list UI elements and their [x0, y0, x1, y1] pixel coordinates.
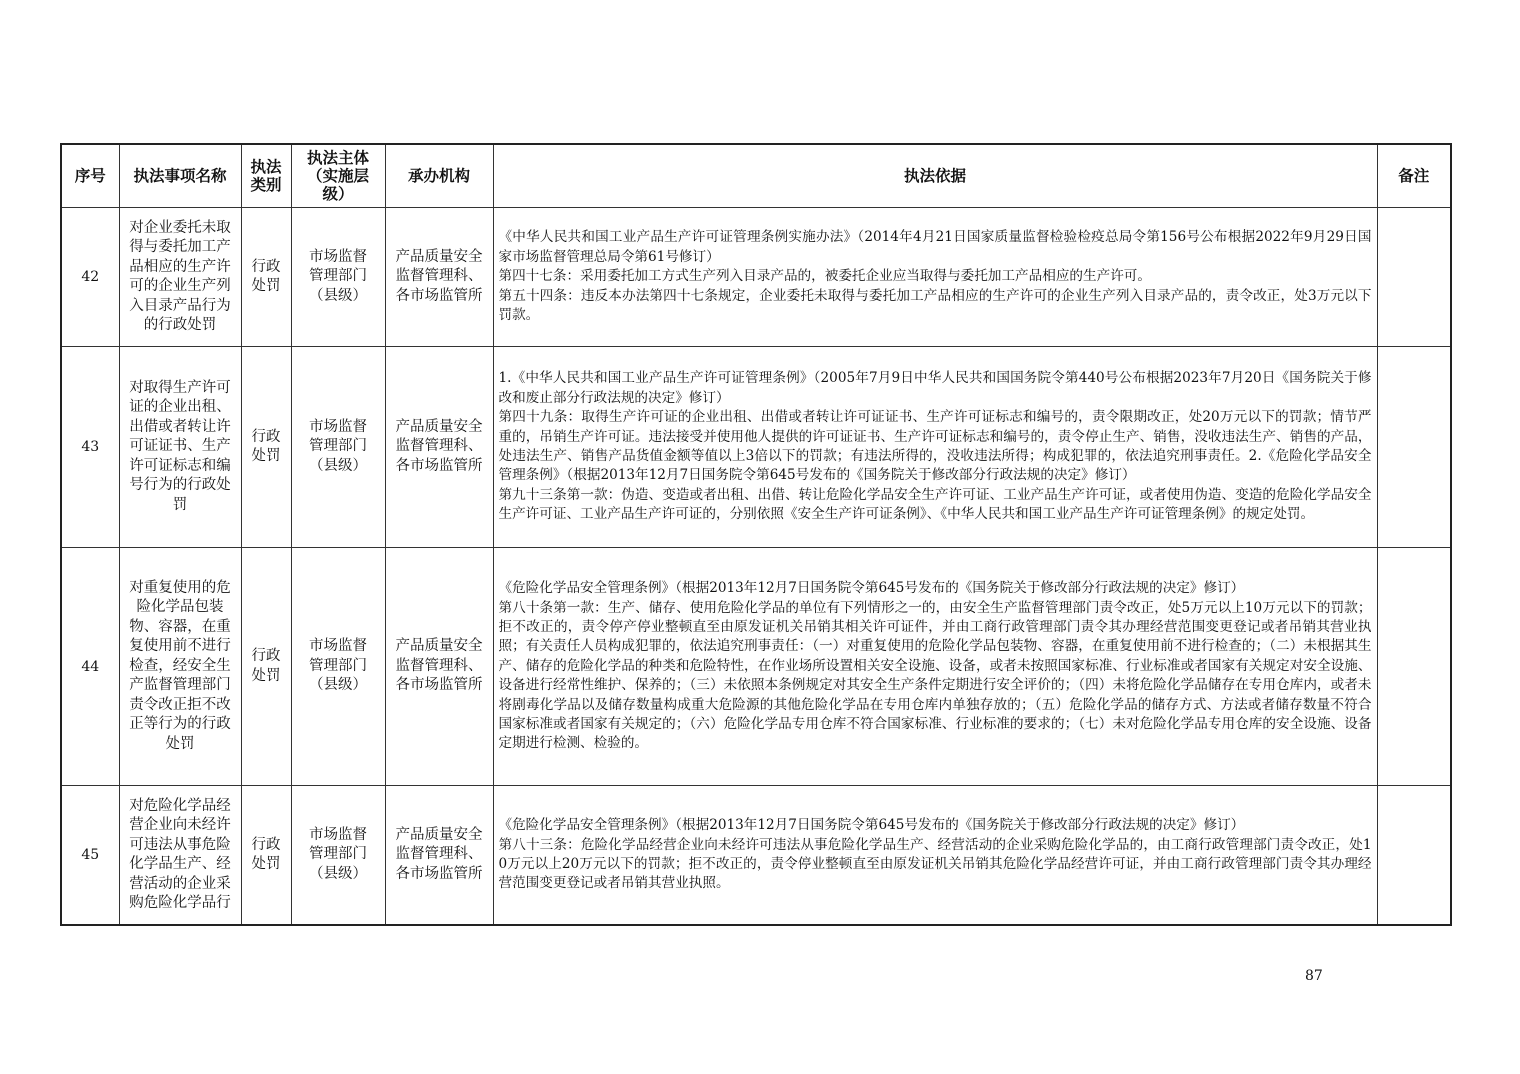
row-subject: 市场监督管理部门（县级） [291, 347, 385, 548]
row-basis [493, 548, 1377, 786]
page-number: 87 [1305, 968, 1323, 984]
header-remark: 备注 [1377, 144, 1451, 208]
basis-paragraph: 第四十九条：取得生产许可证的企业出租、出借或者转让许可证证书、生产许可证标志和编号的，责令限期改正，处20万元以下的罚款；情节严重的，吊销生产许可证。违法接受并使用他人提供的许可证证书、生产许可证标志和编号的，责令停止生产、销售，没收违法生产、销售的产品，处违法生产、销售产品货值金额等值以上3倍以下的罚款；有违法所得的，没收违法所得；构成犯罪的，依法追究刑事责任。2.《危险化学品安全管理条例》（根据2013年12月7日国务院令第645号发布的《国务院关于修改部分行政法规的决定》修订） [498, 409, 1372, 484]
row-agency: 产品质量安全监督管理科、各市场监管所 [385, 208, 493, 347]
header-index: 序号 [61, 144, 119, 208]
basis-paragraph: 第五十四条：违反本办法第四十七条规定，企业委托未取得与委托加工产品相应的生产许可的企业生产列入目录产品的，责令改正，处3万元以下罚款。 [498, 287, 1372, 324]
row-remark [1377, 548, 1451, 786]
header-agency: 承办机构 [385, 144, 493, 208]
row-index: 45 [61, 786, 119, 926]
row-basis [493, 208, 1377, 347]
row-remark [1377, 347, 1451, 548]
row-agency: 产品质量安全监督管理科、各市场监管所 [385, 786, 493, 926]
table-row [61, 208, 1451, 347]
basis-paragraph: 第八十条第一款：生产、储存、使用危险化学品的单位有下列情形之一的，由安全生产监督管理部门责令改正，处5万元以上10万元以下的罚款；拒不改正的，责令停产停业整顿直至由原发证机关吊销其相关许可证件，并由工商行政管理部门责令其办理经营范围变更登记或者吊销其营业执照；有关责任人员构成犯罪的，依法追究刑事责任：（一）对重复使用的危险化学品包装物、容器，在重复使用前不进行检查的；（二）未根据其生产、储存的危险化学品的种类和危险特性，在作业场所设置相关安全设施、设备，或者未按照国家标准、行业标准或者国家有关规定对安全设施、设备进行经常性维护、保养的；（三）未依照本条例规定对其安全生产条件定期进行安全评价的；（四）未将危险化学品储存在专用仓库内，或者未将剧毒化学品以及储存数量构成重大危险源的其他危险化学品在专用仓库内单独存放的；（五）危险化学品的储存方式、方法或者储存数量不符合国家标准或者国家有关规定的；（六）危险化学品专用仓库不符合国家标准、行业标准的要求的；（七）未对危险化学品专用仓库的安全设施、设备定期进行检测、检验的。 [498, 599, 1372, 752]
row-remark [1377, 208, 1451, 347]
row-remark [1377, 786, 1451, 926]
basis-paragraph: 第四十七条：采用委托加工方式生产列入目录产品的，被委托企业应当取得与委托加工产品相应的生产许可。 [498, 268, 1151, 285]
row-basis [493, 786, 1377, 926]
row-subject: 市场监督管理部门（县级） [291, 208, 385, 347]
row-category: 行政处罚 [241, 347, 291, 548]
row-item-name: 对取得生产许可证的企业出租、出借或者转让许可证证书、生产许可证标志和编号行为的行政处罚 [119, 347, 241, 548]
header-row [61, 144, 1451, 208]
header-name: 执法事项名称 [119, 144, 241, 208]
row-subject: 市场监督管理部门（县级） [291, 786, 385, 926]
row-basis [493, 347, 1377, 548]
row-category: 行政处罚 [241, 786, 291, 926]
row-index: 42 [61, 208, 119, 347]
header-category: 执法类别 [241, 144, 291, 208]
row-agency: 产品质量安全监督管理科、各市场监管所 [385, 347, 493, 548]
row-agency: 产品质量安全监督管理科、各市场监管所 [385, 548, 493, 786]
table-row [61, 548, 1451, 786]
basis-paragraph: 第九十三条第一款：伪造、变造或者出租、出借、转让危险化学品安全生产许可证、工业产品生产许可证，或者使用伪造、变造的危险化学品安全生产许可证、工业产品生产许可证的，分别依照《安全生产许可证条例》、《中华人民共和国工业产品生产许可证管理条例》的规定处罚。 [498, 486, 1372, 523]
table-row [61, 786, 1451, 926]
basis-paragraph: 第八十三条：危险化学品经营企业向未经许可违法从事危险化学品生产、经营活动的企业采购危险化学品的，由工商行政管理部门责令改正，处10万元以上20万元以下的罚款；拒不改正的，责令停业整顿直至由原发证机关吊销其危险化学品经营许可证，并由工商行政管理部门责令其办理经营范围变更登记或者吊销其营业执照。 [498, 836, 1372, 892]
row-index: 43 [61, 347, 119, 548]
row-item-name: 对重复使用的危险化学品包装物、容器，在重复使用前不进行检查，经安全生产监督管理部门责令改正拒不改正等行为的行政处罚 [119, 548, 241, 786]
table-row [61, 347, 1451, 548]
basis-paragraph: 《中华人民共和国工业产品生产许可证管理条例实施办法》（2014年4月21日国家质量监督检验检疫总局令第156号公布根据2022年9月29日国家市场监督管理总局令第61号修订） [498, 229, 1372, 265]
row-category: 行政处罚 [241, 548, 291, 786]
basis-paragraph: 1.《中华人民共和国工业产品生产许可证管理条例》（2005年7月9日中华人民共和国国务院令第440号公布根据2023年7月20日《国务院关于修改和废止部分行政法规的决定》修订） [498, 370, 1372, 406]
row-index: 44 [61, 548, 119, 786]
row-subject: 市场监督管理部门（县级） [291, 548, 385, 786]
header-basis: 执法依据 [493, 144, 1377, 208]
row-item-name: 对企业委托未取得与委托加工产品相应的生产许可的企业生产列入目录产品行为的行政处罚 [119, 208, 241, 347]
row-item-name: 对危险化学品经营企业向未经许可违法从事危险化学品生产、经营活动的企业采购危险化学品行 [119, 786, 241, 926]
header-subject: 执法主体（实施层级） [291, 144, 385, 208]
basis-paragraph: 《危险化学品安全管理条例》（根据2013年12月7日国务院令第645号发布的《国务院关于修改部分行政法规的决定》修订） [498, 817, 1245, 834]
row-category: 行政处罚 [241, 208, 291, 347]
basis-paragraph: 《危险化学品安全管理条例》（根据2013年12月7日国务院令第645号发布的《国务院关于修改部分行政法规的决定》修订） [498, 580, 1245, 597]
enforcement-table [60, 143, 1452, 926]
